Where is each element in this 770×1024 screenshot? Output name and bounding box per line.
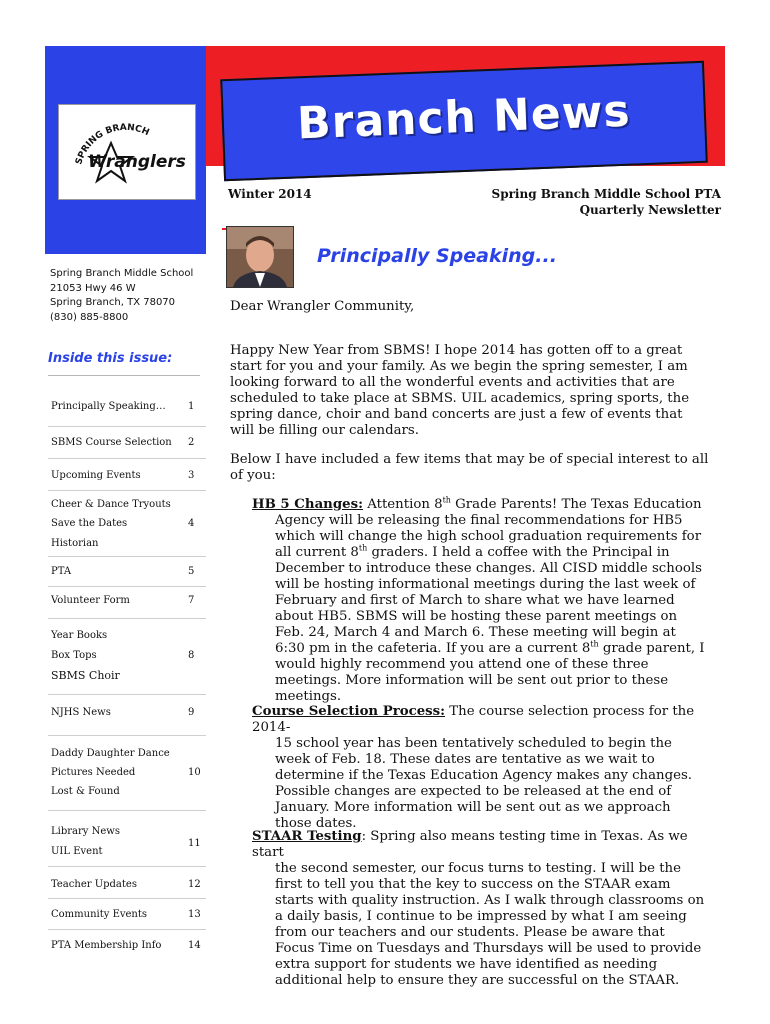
staar-item: STAAR Testing: Spring also means testing time in Texas. As we start the second semester, our focus turns to testing. I will be the first to tell you that the key to success on the STAAR exam starts with quality instruction. As I walk through classrooms on a daily basis, I continue to be impressed by what I am seeing from our teachers and our students. Please be aware that Focus Time on Tuesdays and Thursdays will be used to provide extra support for students we have identified as needing additional help to ensure they are successful on the STAAR.: [252, 829, 708, 989]
item-body: Agency will be releasing the final recommendations for HB5 which will change the high school graduation requirements for all current 8th graders. I held a coffee with the Principal in December to introduce these changes. All CISD middle schools will be hosting informational meetings during the last week of February and first of March to share what we have learned about HB5. SBMS will be hosting these parent meetings on Feb. 24, March 4 and March 6. These meeting will begin at 6:30 pm in the cafeteria. If you are a current 8th grade parent, I would highly recommend you attend one of these three meetings. More information will be sent out prior to these meetings.: [275, 513, 705, 704]
greeting: Dear Wrangler Community,: [230, 299, 415, 314]
heading-rest: Speaking...: [435, 245, 557, 267]
issue-date: Winter 2014: [228, 187, 312, 201]
inside-issue-heading: Inside this issue:: [48, 351, 173, 366]
article-heading: [317, 245, 557, 267]
masthead-title-box: [220, 61, 708, 182]
divider: [48, 694, 206, 695]
publication-type: Quarterly Newsletter: [579, 203, 721, 217]
wranglers-logo-graphic: [59, 105, 195, 199]
address-line: Spring Branch, TX 78070: [50, 297, 176, 308]
address-line: 21053 Hwy 46 W: [50, 282, 136, 294]
divider: [48, 735, 206, 736]
logo-arc-text: SPRING BRANCH: [74, 122, 151, 166]
newsletter-title: Branch News: [296, 85, 632, 150]
publisher-name: Spring Branch Middle School PTA: [491, 187, 721, 201]
divider: [48, 810, 206, 811]
logo-main-text: Wranglers: [88, 152, 186, 172]
heading-italic-word: Principally: [317, 245, 430, 267]
divider: [48, 586, 206, 587]
divider: [48, 898, 206, 899]
divider: [48, 490, 206, 491]
item-body: 15 school year has been tentatively scheduled to begin the week of Feb. 18. These dates are tentative as we wait to determine if the Texas Education Agency makes any changes. Possible changes are expected to be released at the end of January. More information will be sent out as we approach those dates.: [275, 736, 693, 831]
items-intro-paragraph: Below I have included a few items that may be of special interest to all of you:: [230, 452, 709, 483]
divider: [48, 458, 206, 459]
intro-paragraph: Happy New Year from SBMS! I hope 2014 has gotten off to a great start for you and your family. As we begin the spring semester, I am looking forward to all the wonderful events and activities that are scheduled to take place at SBMS. UIL academics, spring sports, the spring dance, choir and band concerts are just a few of events that will be filling our calendars.: [230, 343, 690, 438]
item-heading: Course Selection Process:: [252, 704, 446, 719]
item-heading: STAAR Testing: [252, 829, 362, 844]
divider: [48, 375, 200, 376]
address-line: Spring Branch Middle School: [50, 268, 194, 279]
divider: [48, 618, 206, 619]
school-address: [50, 267, 193, 325]
principal-photo: [226, 226, 294, 288]
portrait-image: [227, 227, 293, 287]
divider: [48, 426, 206, 427]
item-body: the second semester, our focus turns to testing. I will be the first to tell you that the key to success on the STAAR exam starts with quality instruction. As I walk through classrooms on a daily basis, I continue to be impressed by what I am seeing from our teachers and our students. Please be aware that Focus Time on Tuesdays and Thursdays will be used to provide extra support for students we have identified as needing additional help to ensure they are successful on the STAAR.: [275, 861, 705, 988]
divider: [48, 866, 206, 867]
hb5-item: HB 5 Changes: Attention 8th Grade Parents! The Texas Education Agency will be releasing the final recommendations for HB5 which will change the high school graduation requirements for all current 8th graders. I held a coffee with the Principal in December to introduce these changes. All CISD middle schools will be hosting informational meetings during the last week of February and first of March to share what we have learned about HB5. SBMS will be hosting these parent meetings on Feb. 24, March 4 and March 6. These meeting will begin at 6:30 pm in the cafeteria. If you are a current 8th grade parent, I would highly recommend you attend one of these three meetings. More information will be sent out prior to these meetings.: [252, 497, 708, 705]
school-logo: [58, 104, 196, 200]
divider: [48, 929, 206, 930]
phone-number: (830) 885-8800: [50, 311, 129, 323]
item-heading: HB 5 Changes:: [252, 497, 363, 512]
divider: [48, 556, 206, 557]
course-selection-item: Course Selection Process: The course selection process for the 2014- 15 school year has been tentatively scheduled to begin the week of Feb. 18. These dates are tentative as we wait to determine if the Texas Education Agency makes any changes. Possible changes are expected to be released at the end of January. More information will be sent out as we approach those dates.: [252, 704, 708, 832]
